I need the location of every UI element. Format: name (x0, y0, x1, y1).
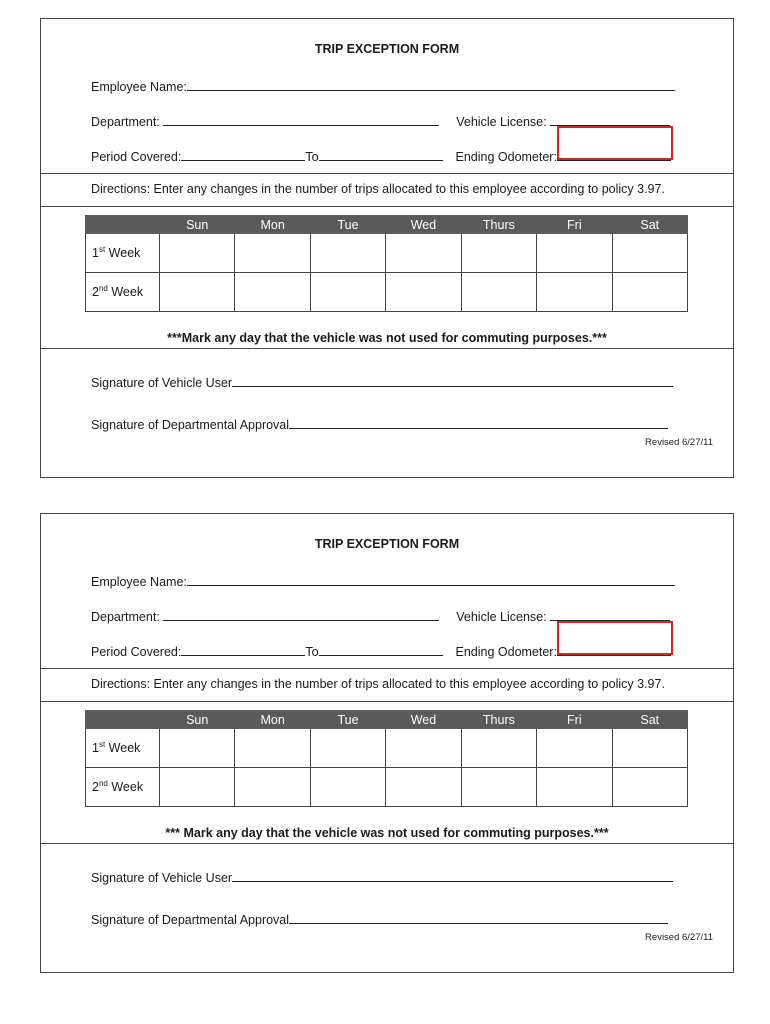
revised-date: Revised 6/27/11 (645, 437, 713, 448)
odometer-highlight-box (557, 126, 673, 160)
week-2-fri-cell[interactable] (537, 768, 612, 807)
header-blank (86, 711, 160, 729)
week-2-sat-cell[interactable] (612, 768, 687, 807)
table-row-week-1 (86, 234, 688, 273)
department-field[interactable] (163, 607, 439, 621)
sig-approval-label: Signature of Departmental Approval (91, 913, 290, 927)
period-start-field[interactable] (181, 147, 305, 161)
vehicle-license-label: Vehicle License: (456, 115, 547, 129)
header-thurs: Thurs (461, 711, 536, 729)
sig-user-label: Signature of Vehicle User (91, 376, 233, 390)
divider (41, 206, 733, 207)
divider (41, 348, 733, 349)
trip-exception-form-1 (40, 18, 734, 478)
divider (41, 668, 733, 669)
ending-odometer-label: Ending Odometer: (455, 645, 557, 659)
week-1-tue-cell[interactable] (310, 234, 385, 273)
week-1-thurs-cell[interactable] (461, 234, 536, 273)
week-2-sat-cell[interactable] (612, 273, 687, 312)
commuting-note: *** Mark any day that the vehicle was not used for commuting purposes.*** (165, 826, 609, 840)
period-covered-label: Period Covered: (91, 645, 182, 659)
sig-user-row (91, 868, 673, 885)
week-2-sun-cell[interactable] (160, 768, 235, 807)
sig-approval-field[interactable] (289, 415, 668, 429)
department-label: Department: (91, 115, 160, 129)
week-2-mon-cell[interactable] (235, 768, 310, 807)
week-1-mon-cell[interactable] (235, 234, 310, 273)
sig-approval-label: Signature of Departmental Approval (91, 418, 290, 432)
employee-name-row (91, 77, 675, 94)
employee-name-label: Employee Name: (91, 80, 187, 94)
period-start-field[interactable] (181, 642, 305, 656)
to-label: To (305, 150, 319, 164)
sig-approval-row (91, 910, 668, 927)
week-2-label: 2nd Week (86, 273, 160, 312)
header-blank (86, 216, 160, 234)
department-label: Department: (91, 610, 160, 624)
sig-user-field[interactable] (232, 868, 673, 882)
period-end-field[interactable] (319, 147, 443, 161)
week-1-sun-cell[interactable] (160, 729, 235, 768)
divider (41, 843, 733, 844)
week-1-wed-cell[interactable] (386, 729, 461, 768)
odometer-highlight-box (557, 621, 673, 655)
employee-name-field[interactable] (187, 572, 675, 586)
table-row-week-2 (86, 768, 688, 807)
header-tue: Tue (310, 711, 385, 729)
header-sun: Sun (160, 711, 235, 729)
week-1-sun-cell[interactable] (160, 234, 235, 273)
week-1-fri-cell[interactable] (537, 729, 612, 768)
divider (41, 173, 733, 174)
period-end-field[interactable] (319, 642, 443, 656)
week-2-thurs-cell[interactable] (461, 768, 536, 807)
week-2-thurs-cell[interactable] (461, 273, 536, 312)
header-tue: Tue (310, 216, 385, 234)
commuting-note: ***Mark any day that the vehicle was not used for commuting purposes.*** (167, 331, 607, 345)
week-1-tue-cell[interactable] (310, 729, 385, 768)
week-2-tue-cell[interactable] (310, 273, 385, 312)
sig-approval-field[interactable] (289, 910, 668, 924)
employee-name-label: Employee Name: (91, 575, 187, 589)
header-wed: Wed (386, 711, 461, 729)
week-2-wed-cell[interactable] (386, 768, 461, 807)
form-title: TRIP EXCEPTION FORM (314, 537, 460, 551)
trip-days-table (85, 710, 688, 807)
header-sat: Sat (612, 216, 687, 234)
week-2-label: 2nd Week (86, 768, 160, 807)
vehicle-license-field[interactable] (550, 607, 670, 621)
header-wed: Wed (386, 216, 461, 234)
vehicle-license-label: Vehicle License: (456, 610, 547, 624)
revised-date: Revised 6/27/11 (645, 932, 713, 943)
week-1-thurs-cell[interactable] (461, 729, 536, 768)
week-1-mon-cell[interactable] (235, 729, 310, 768)
department-field[interactable] (163, 112, 439, 126)
header-thurs: Thurs (461, 216, 536, 234)
form-title: TRIP EXCEPTION FORM (314, 42, 460, 56)
directions-text: Directions: Enter any changes in the number of trips allocated to this employee according to policy 3.97. (91, 182, 665, 196)
ending-odometer-label: Ending Odometer: (455, 150, 557, 164)
divider (41, 701, 733, 702)
week-1-sat-cell[interactable] (612, 729, 687, 768)
week-1-label: 1st Week (86, 729, 160, 768)
header-mon: Mon (235, 216, 310, 234)
period-covered-label: Period Covered: (91, 150, 182, 164)
header-sun: Sun (160, 216, 235, 234)
week-1-label: 1st Week (86, 234, 160, 273)
header-fri: Fri (537, 216, 612, 234)
employee-name-row (91, 572, 675, 589)
week-2-fri-cell[interactable] (537, 273, 612, 312)
sig-approval-row (91, 415, 668, 432)
header-mon: Mon (235, 711, 310, 729)
week-2-sun-cell[interactable] (160, 273, 235, 312)
employee-name-field[interactable] (187, 77, 675, 91)
to-label: To (305, 645, 319, 659)
week-1-fri-cell[interactable] (537, 234, 612, 273)
week-2-tue-cell[interactable] (310, 768, 385, 807)
week-2-wed-cell[interactable] (386, 273, 461, 312)
vehicle-license-field[interactable] (550, 112, 670, 126)
sig-user-field[interactable] (232, 373, 673, 387)
table-row-week-1 (86, 729, 688, 768)
directions-text: Directions: Enter any changes in the number of trips allocated to this employee according to policy 3.97. (91, 677, 665, 691)
header-sat: Sat (612, 711, 687, 729)
sig-user-label: Signature of Vehicle User (91, 871, 233, 885)
sig-user-row (91, 373, 673, 390)
week-1-sat-cell[interactable] (612, 234, 687, 273)
header-fri: Fri (537, 711, 612, 729)
trip-exception-form-2 (40, 513, 734, 973)
trip-days-table (85, 215, 688, 312)
table-row-week-2 (86, 273, 688, 312)
week-2-mon-cell[interactable] (235, 273, 310, 312)
week-1-wed-cell[interactable] (386, 234, 461, 273)
